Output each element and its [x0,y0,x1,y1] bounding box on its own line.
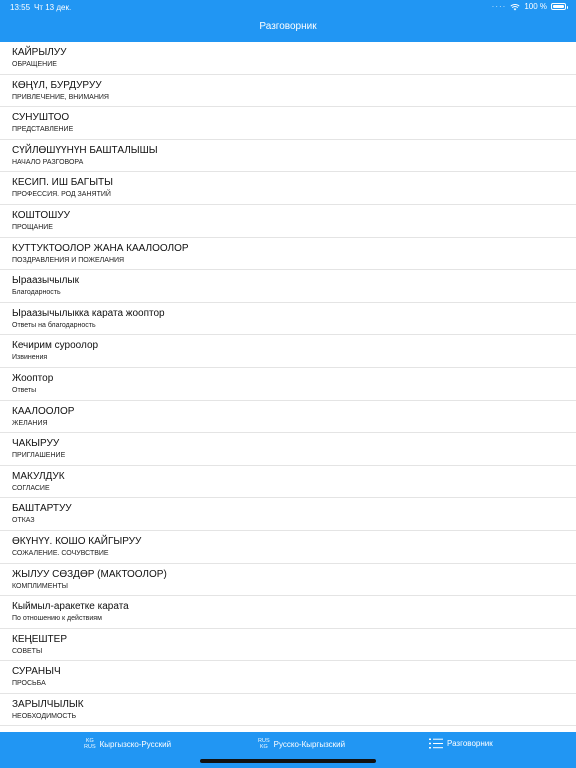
item-title: КУТТУКТООЛОР ЖАНА КААЛООЛОР [12,242,189,254]
item-subtitle: ПРОСЬБА [12,680,46,688]
list-item[interactable] [0,270,576,303]
item-title: КЕСИП. ИШ БАГЫТЫ [12,177,114,189]
tab-label: Кыргызско-Русский [99,739,172,749]
item-title: КӨҢҮЛ, БУРДУРУУ [12,79,102,91]
item-subtitle: ПОЗДРАВЛЕНИЯ И ПОЖЕЛАНИЯ [12,256,125,264]
status-date: Чт 13 дек. [34,3,72,12]
item-title: ЖЫЛУУ СӨЗДӨР (МАКТООЛОР) [12,568,167,580]
item-subtitle: Ответы на благодарность [12,321,96,329]
item-subtitle: ПРОФЕССИЯ. РОД ЗАНЯТИЙ [12,191,111,199]
list-item[interactable] [0,531,576,564]
item-subtitle: ПРИВЛЕЧЕНИЕ, ВНИМАНИЯ [12,93,109,101]
item-subtitle: СОЖАЛЕНИЕ. СОЧУВСТВИЕ [12,549,109,557]
item-title: БАШТАРТУУ [12,503,72,515]
item-title: МАКУЛДУК [12,470,65,482]
list-item[interactable] [0,661,576,694]
item-title: ЧАКЫРУУ [12,438,60,450]
item-subtitle: НАЧАЛО РАЗГОВОРА [12,158,84,166]
item-subtitle: ОБРАЩЕНИЕ [12,61,57,68]
item-title: Ыраазычылыкка карата жооптор [12,307,165,319]
item-subtitle: Благодарность [12,289,61,297]
list-item[interactable] [0,466,576,499]
item-title: СУРАНЫЧ [12,666,61,678]
item-title: СҮЙЛӨШҮҮНҮН БАШТАЛЫШЫ [12,144,158,156]
list-item[interactable] [0,140,576,173]
tab-badge-top: RUS [258,738,270,744]
wifi-icon [510,3,520,11]
item-subtitle: КОМПЛИМЕНТЫ [12,582,68,590]
item-subtitle: Извинения [12,354,48,362]
item-subtitle: ЖЕЛАНИЯ [12,419,48,427]
list-item[interactable] [0,75,576,108]
list-item[interactable] [0,172,576,205]
item-title: ЗАРЫЛЧЫЛЫК [12,698,84,710]
item-subtitle: ПРОЩАНИЕ [12,223,53,231]
item-subtitle: НЕОБХОДИМОСТЬ [12,712,77,720]
item-subtitle: Ответы [12,386,37,394]
tab-badge-bottom: KG [259,744,268,750]
list-item[interactable] [0,629,576,662]
phrasebook-list[interactable] [0,42,576,732]
list-item[interactable] [0,205,576,238]
item-subtitle: СОГЛАСИЕ [12,484,50,492]
tab-badge-bottom: RUS [84,744,96,750]
tab-label: Разговорник [447,739,493,748]
tab-label: Русско-Кыргызский [273,739,346,749]
list-item[interactable] [0,107,576,140]
item-title: Ыраазычылык [12,275,79,287]
list-item[interactable] [0,368,576,401]
list-item[interactable] [0,433,576,466]
item-title: КЕҢЕШТЕР [12,633,67,645]
list-item[interactable] [0,335,576,368]
page-title: Разговорник [259,21,317,32]
list-item[interactable] [0,596,576,629]
status-indicators [492,2,566,11]
item-title: КААЛООЛОР [12,405,75,417]
item-title: КАЙРЫЛУУ [12,47,67,58]
item-subtitle: ПРЕДСТАВЛЕНИЕ [12,126,74,134]
list-item[interactable] [0,401,576,434]
kg-rus-icon [84,738,96,750]
item-subtitle: СОВЕТЫ [12,647,43,655]
list-item[interactable] [0,238,576,271]
list-item[interactable] [0,303,576,336]
list-item[interactable] [0,42,576,75]
item-subtitle: ОТКАЗ [12,517,35,525]
cellular-dots-icon: ···· [491,2,507,11]
tab-russian-kyrgyz[interactable] [258,738,345,750]
item-title: КОШТОШУУ [12,209,70,221]
list-item[interactable] [0,564,576,597]
battery-percent: 100 % [524,2,547,11]
item-title: Кечирим суроолор [12,340,99,352]
rus-kg-icon [258,738,270,750]
list-icon [429,738,443,749]
header [0,0,576,42]
item-title: ӨКҮНҮҮ. КОШО КАЙГЫРУУ [12,535,142,547]
item-subtitle: По отношению к действиям [12,615,102,623]
item-title: Кыймыл-аракетке карата [12,601,129,613]
item-subtitle: ПРИГЛАШЕНИЕ [12,452,66,460]
status-time: 13:55 [10,3,31,12]
list-item[interactable] [0,694,576,727]
tab-kyrgyz-russian[interactable] [84,738,171,750]
battery-icon [551,3,566,10]
status-bar [0,0,576,14]
tab-phrasebook[interactable] [429,738,493,749]
item-title: СУНУШТОО [12,112,70,124]
list-item[interactable] [0,498,576,531]
home-indicator[interactable] [200,759,376,763]
item-title: Жооптор [12,372,54,384]
tab-badge-top: KG [85,738,94,744]
